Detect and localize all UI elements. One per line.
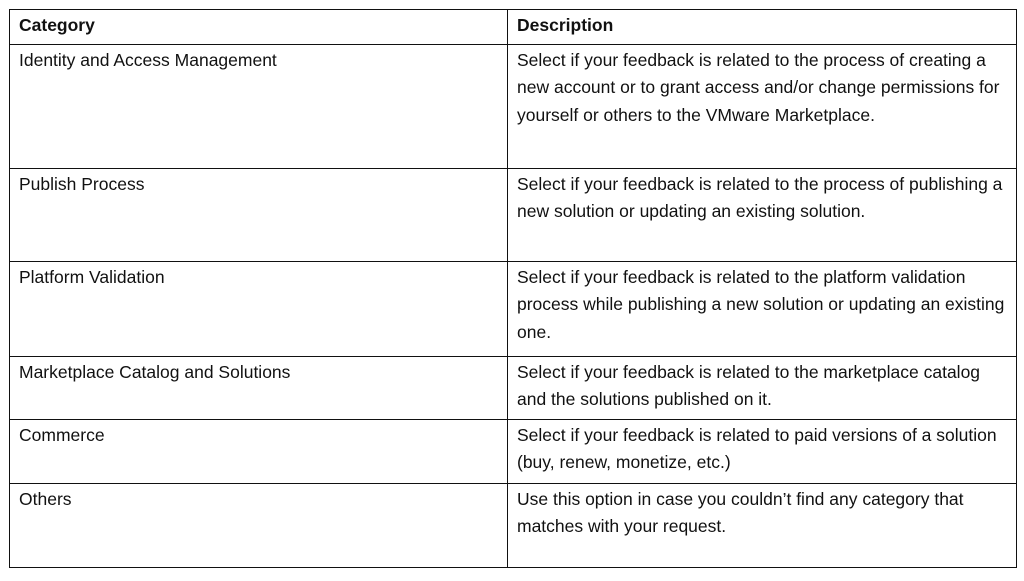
category-cell: Publish Process <box>10 168 508 261</box>
category-cell: Commerce <box>10 419 508 483</box>
category-column-header: Category <box>10 10 508 45</box>
table-row <box>10 483 1017 567</box>
description-cell: Select if your feedback is related to the process of creating a new account or to grant access and/or change permissions for yourself or others to the VMware Marketplace. <box>508 44 1017 168</box>
description-cell: Select if your feedback is related to the process of publishing a new solution or updating an existing solution. <box>508 168 1017 261</box>
category-cell: Identity and Access Management <box>10 44 508 168</box>
description-column-header: Description <box>508 10 1017 45</box>
table-header-row <box>10 10 1017 45</box>
description-cell: Select if your feedback is related to paid versions of a solution (buy, renew, monetize, etc.) <box>508 419 1017 483</box>
description-cell: Use this option in case you couldn’t find any category that matches with your request. <box>508 483 1017 567</box>
table-row <box>10 356 1017 419</box>
description-cell: Select if your feedback is related to the marketplace catalog and the solutions published on it. <box>508 356 1017 419</box>
table-row <box>10 261 1017 356</box>
feedback-category-table <box>9 9 1017 568</box>
description-cell: Select if your feedback is related to the platform validation process while publishing a new solution or updating an existing one. <box>508 261 1017 356</box>
category-cell: Marketplace Catalog and Solutions <box>10 356 508 419</box>
table-row <box>10 44 1017 168</box>
category-cell: Others <box>10 483 508 567</box>
table-row <box>10 419 1017 483</box>
category-cell: Platform Validation <box>10 261 508 356</box>
table-row <box>10 168 1017 261</box>
